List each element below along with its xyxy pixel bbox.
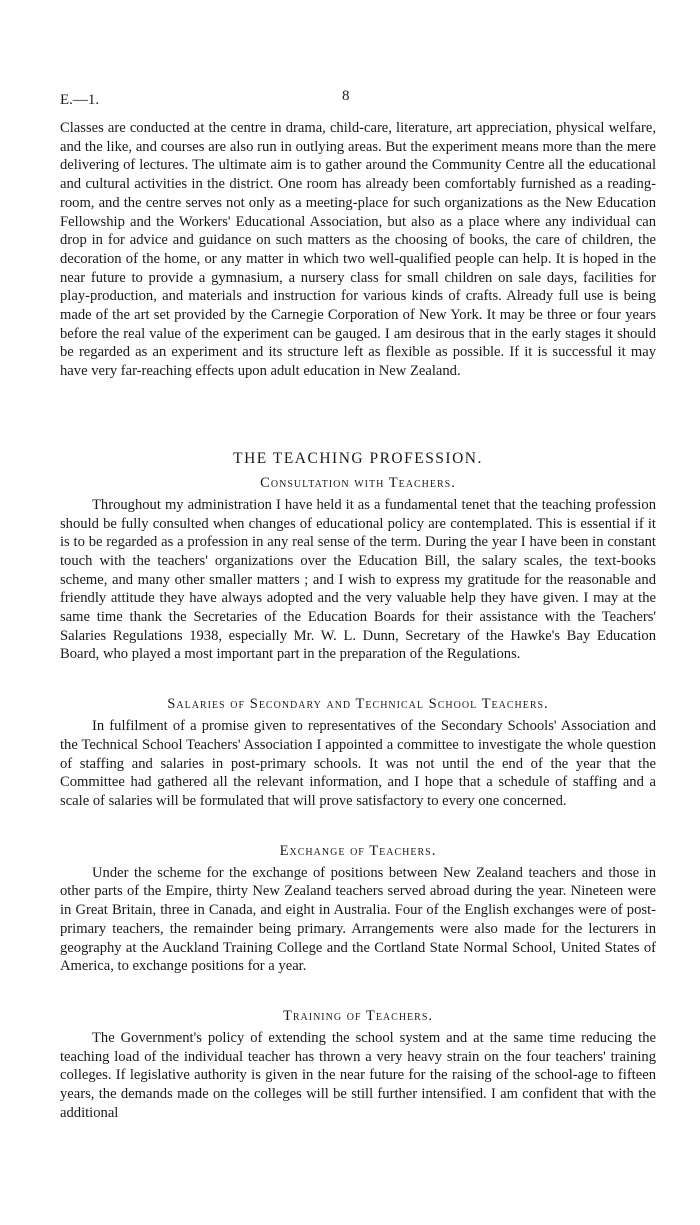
page-number: 8 (342, 88, 350, 104)
heading-training-of-teachers: Training of Teachers. (282, 1007, 434, 1024)
heading-consultation-with-teachers: Consultation with Teachers. (260, 474, 456, 491)
paragraph-exchange-of-teachers: Under the scheme for the exchange of positions between New Zealand teachers and those in other parts of the Empire, thirty New Zealand teachers served abroad during the year. Nineteen were in Great Britain, three in Canada, and eight in Australia. Four of the English exchanges were of post-primary teachers, the remainder being primary. Arrangements were also made for the lecturers in geography at the Auckland Training College and the Cortland State Normal School, United States of America, to exchange positions for a year. (60, 864, 656, 975)
community-centre-paragraph: Classes are conducted at the centre in drama, child-care, literature, art appreciation, physical welfare, and the like, and courses are also run in outlying areas. But the experiment means more than the mere delivering of lectures. The ultimate aim is to gather around the Community Centre all the educational and cultural activities in the district. One room has already been comfortably furnished as a reading-room, and the centre serves not only as a meeting-place for such organizations as the New Education Fellowship and the Workers' Educational Association, but also as a place where any individual can drop in for advice and guidance on such matters as the choosing of books, the care of children, the decoration of the home, or any matter in which two well-qualified people can help. It is hoped in the near future to provide a gymnasium, a nursery class for small children on sale days, facilities for play-production, and materials and instruction for various kinds of crafts. Already full use is being made of the art set provided by the Carnegie Corporation of New York. It may be three or four years before the real value of the experiment can be gauged. I am desirous that in the early stages it should be regarded as an experiment and its structure left as flexible as possible. If it is successful it may have very far-reaching effects upon adult education in New Zealand. (60, 120, 656, 380)
document-body (60, 119, 656, 1122)
heading-salaries-secondary-technical: Salaries of Secondary and Technical School Teachers. (167, 696, 549, 713)
section-title-teaching-profession: THE TEACHING PROFESSION. (233, 449, 483, 467)
heading-exchange-of-teachers: Exchange of Teachers. (279, 842, 437, 859)
document-reference: E.—1. (60, 92, 100, 108)
paragraph-salaries-secondary-technical: In fulfilment of a promise given to representatives of the Secondary Schools' Association and the Technical School Teachers' Association I appointed a committee to investigate the whole question of staffing and salaries in post-primary schools. It was not until the end of the year that the Committee had gathered all the relevant information, and I hope that a schedule of staffing and a scale of salaries will be formulated that will prove satisfactory to every one concerned. (60, 718, 656, 809)
paragraph-consultation-with-teachers: Throughout my administration I have held it as a fundamental tenet that the teaching profession should be fully consulted when changes of educational policy are contemplated. This is essential if it is to be regarded as a profession in any real sense of the term. During the year I have been in constant touch with the teachers' organizations over the Education Bill, the salary scales, the text-books scheme, and many other smaller matters ; and I wish to express my gratitude for the reasonable and friendly attitude they have always adopted and the very valuable help they have given. I may at the same time thank the Secretaries of the Education Boards for their assistance with the Teachers' Salaries Regulations 1938, especially Mr. W. L. Dunn, Secretary of the Hawke's Bay Education Board, who played a most important part in the preparation of the Regulations. (60, 496, 656, 663)
paragraph-training-of-teachers: The Government's policy of extending the school system and at the same time reducing the teaching load of the individual teacher has thrown a very heavy strain on the four teachers' training colleges. If legislative authority is given in the near future for the raising of the school-age to fifteen years, the demands made on the colleges will be still further intensified. I am confident that with the additional (60, 1029, 656, 1121)
